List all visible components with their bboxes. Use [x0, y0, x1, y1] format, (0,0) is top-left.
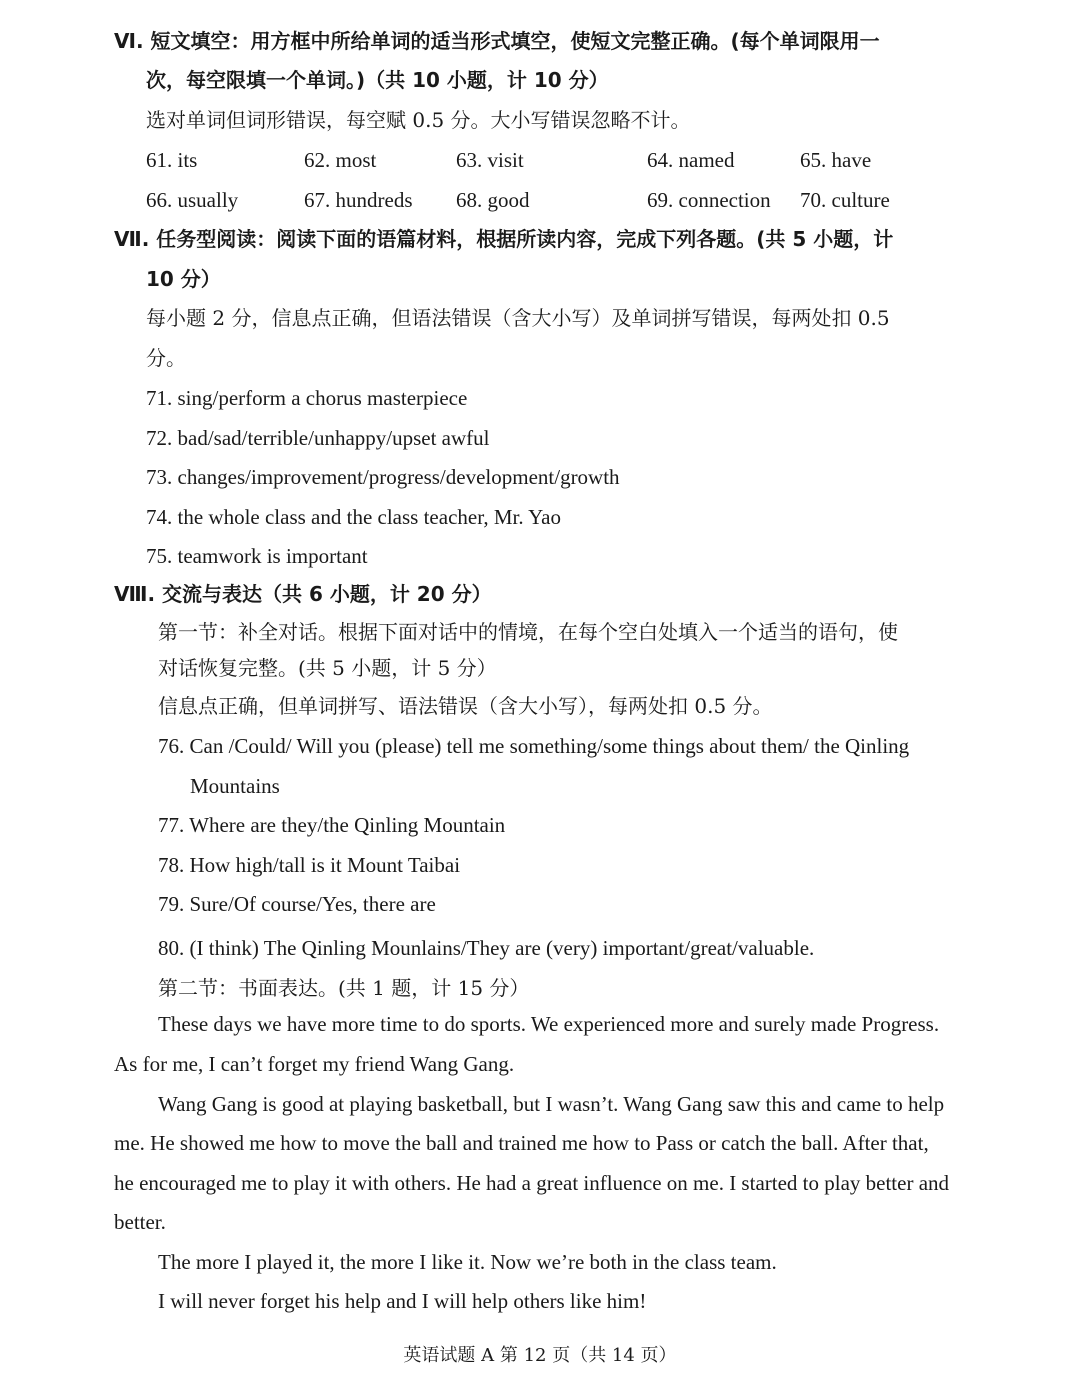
answer-67: 67. hundreds [304, 188, 413, 212]
essay-paragraph-2-line-4: better. [114, 1210, 166, 1234]
answer-78: 78. How high/tall is it Mount Taibai [158, 853, 461, 877]
answer-70: 70. culture [800, 188, 890, 212]
answer-63: 63. visit [456, 148, 524, 172]
answer-68: 68. good [456, 188, 530, 212]
answer-69: 69. connection [647, 188, 771, 212]
part-1-scoring-note: 信息点正确，但单词拼写、语法错误（含大小写），每两处扣 0.5 分。 [158, 694, 773, 718]
answer-61: 61. its [146, 148, 198, 172]
answer-75: 75. teamwork is important [146, 544, 368, 568]
essay-paragraph-2-line-2: me. He showed me how to move the ball and trained me how to Pass or catch the ball. After that, [114, 1131, 929, 1155]
section-7-scoring-note-line-2: 分。 [146, 346, 186, 370]
section-6-title-line-2: 次，每空限填一个单词。)（共 10 小题，计 10 分） [146, 68, 609, 92]
answer-76-line-1: 76. Can /Could/ Will you (please) tell me something/some things about them/ the Qinling [158, 734, 910, 758]
essay-paragraph-3: The more I played it, the more I like it. Now we’re both in the class team. [158, 1250, 777, 1274]
answer-62: 62. most [304, 148, 377, 172]
answer-65: 65. have [800, 148, 872, 172]
section-7-title-line-2: 10 分） [146, 267, 221, 291]
page-footer: 英语试题 A 第 12 页（共 14 页） [403, 1345, 677, 1366]
section-6-scoring-note: 选对单词但词形错误，每空赋 0.5 分。大小写错误忽略不计。 [146, 108, 691, 132]
answer-80: 80. (I think) The Qinling Mounlains/They are (very) important/great/valuable. [158, 936, 815, 960]
answer-64: 64. named [647, 148, 735, 172]
essay-paragraph-4: I will never forget his help and I will help others like him! [158, 1289, 647, 1313]
part-1-instruction-line-2: 对话恢复完整。(共 5 小题，计 5 分） [158, 656, 497, 680]
section-6-title-line-1: Ⅵ. 短文填空：用方框中所给单词的适当形式填空，使短文完整正确。(每个单词限用一 [114, 29, 880, 53]
answer-77: 77. Where are they/the Qinling Mountain [158, 813, 506, 837]
section-7-scoring-note-line-1: 每小题 2 分，信息点正确，但语法错误（含大小写）及单词拼写错误，每两处扣 0.5 [146, 306, 890, 330]
part-2-title: 第二节：书面表达。(共 1 题，计 15 分） [158, 976, 530, 1000]
answer-79: 79. Sure/Of course/Yes, there are [158, 892, 436, 916]
part-1-instruction-line-1: 第一节：补全对话。根据下面对话中的情境，在每个空白处填入一个适当的语句，使 [158, 620, 898, 644]
essay-paragraph-2-line-3: he encouraged me to play it with others. He had a great influence on me. I started to play better and [114, 1171, 950, 1195]
essay-paragraph-2-line-1: Wang Gang is good at playing basketball, but I wasn’t. Wang Gang saw this and came to help [158, 1092, 945, 1116]
answer-66: 66. usually [146, 188, 239, 212]
section-8-title: Ⅷ. 交流与表达（共 6 小题，计 20 分） [114, 582, 492, 606]
answer-76-line-2: Mountains [190, 774, 280, 798]
answer-74: 74. the whole class and the class teacher, Mr. Yao [146, 505, 561, 529]
answer-71: 71. sing/perform a chorus masterpiece [146, 386, 468, 410]
essay-paragraph-1-line-1: These days we have more time to do sports. We experienced more and surely made Progress. [158, 1012, 940, 1036]
answer-73: 73. changes/improvement/progress/development/growth [146, 465, 620, 489]
essay-paragraph-1-line-2: As for me, I can’t forget my friend Wang Gang. [114, 1052, 515, 1076]
section-7-title-line-1: Ⅶ. 任务型阅读：阅读下面的语篇材料，根据所读内容，完成下列各题。(共 5 小题，计 [114, 227, 894, 251]
answer-72: 72. bad/sad/terrible/unhappy/upset awful [146, 426, 490, 450]
